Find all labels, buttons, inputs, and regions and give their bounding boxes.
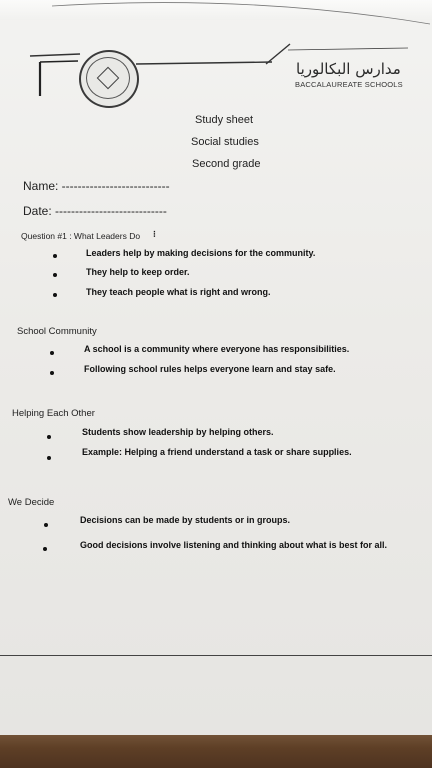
section-heading-helping-each-other: Helping Each Other bbox=[12, 408, 95, 419]
title-grade: Second grade bbox=[192, 158, 261, 170]
section-heading-we-decide: We Decide bbox=[8, 497, 55, 508]
list-item: They teach people what is right and wrong. bbox=[86, 287, 271, 297]
list-item: Following school rules helps everyone learn and stay safe. bbox=[84, 364, 336, 374]
list-item: Good decisions involve listening and thinking about what is best for all. bbox=[80, 540, 388, 550]
date-field: Date: ---------------------------- bbox=[23, 204, 167, 218]
section-heading-what-leaders-do: Question #1 : What Leaders Do bbox=[21, 231, 141, 241]
bullet-icon bbox=[50, 351, 54, 355]
list-item: A school is a community where everyone has responsibilities. bbox=[84, 344, 350, 354]
list-item: They help to keep order. bbox=[86, 267, 190, 277]
bullet-icon bbox=[47, 456, 51, 460]
logo-arabic-text: مدارس البكالوريا bbox=[296, 60, 401, 78]
title-study-sheet: Study sheet bbox=[195, 114, 254, 126]
footer-rule bbox=[0, 655, 432, 656]
question-mark-icon: ⁝ bbox=[153, 229, 156, 239]
section-heading-school-community: School Community bbox=[17, 326, 97, 337]
bullet-icon bbox=[43, 547, 47, 551]
bullet-icon bbox=[47, 435, 51, 439]
list-item: Leaders help by making decisions for the community. bbox=[86, 248, 316, 258]
list-item: Decisions can be made by students or in groups. bbox=[80, 515, 291, 525]
bullet-icon bbox=[50, 371, 54, 375]
list-item: Example: Helping a friend understand a task or share supplies. bbox=[82, 447, 352, 457]
bullet-icon bbox=[53, 254, 57, 258]
school-seal bbox=[79, 50, 139, 108]
title-subject: Social studies bbox=[191, 136, 259, 148]
header-graphics bbox=[0, 0, 432, 110]
bullet-icon bbox=[53, 293, 57, 297]
name-field: Name: --------------------------- bbox=[23, 179, 170, 193]
bullet-icon bbox=[53, 273, 57, 277]
logo-english-text: BACCALAUREATE SCHOOLS bbox=[295, 80, 403, 89]
bullet-icon bbox=[44, 523, 48, 527]
list-item: Students show leadership by helping others. bbox=[82, 427, 274, 437]
